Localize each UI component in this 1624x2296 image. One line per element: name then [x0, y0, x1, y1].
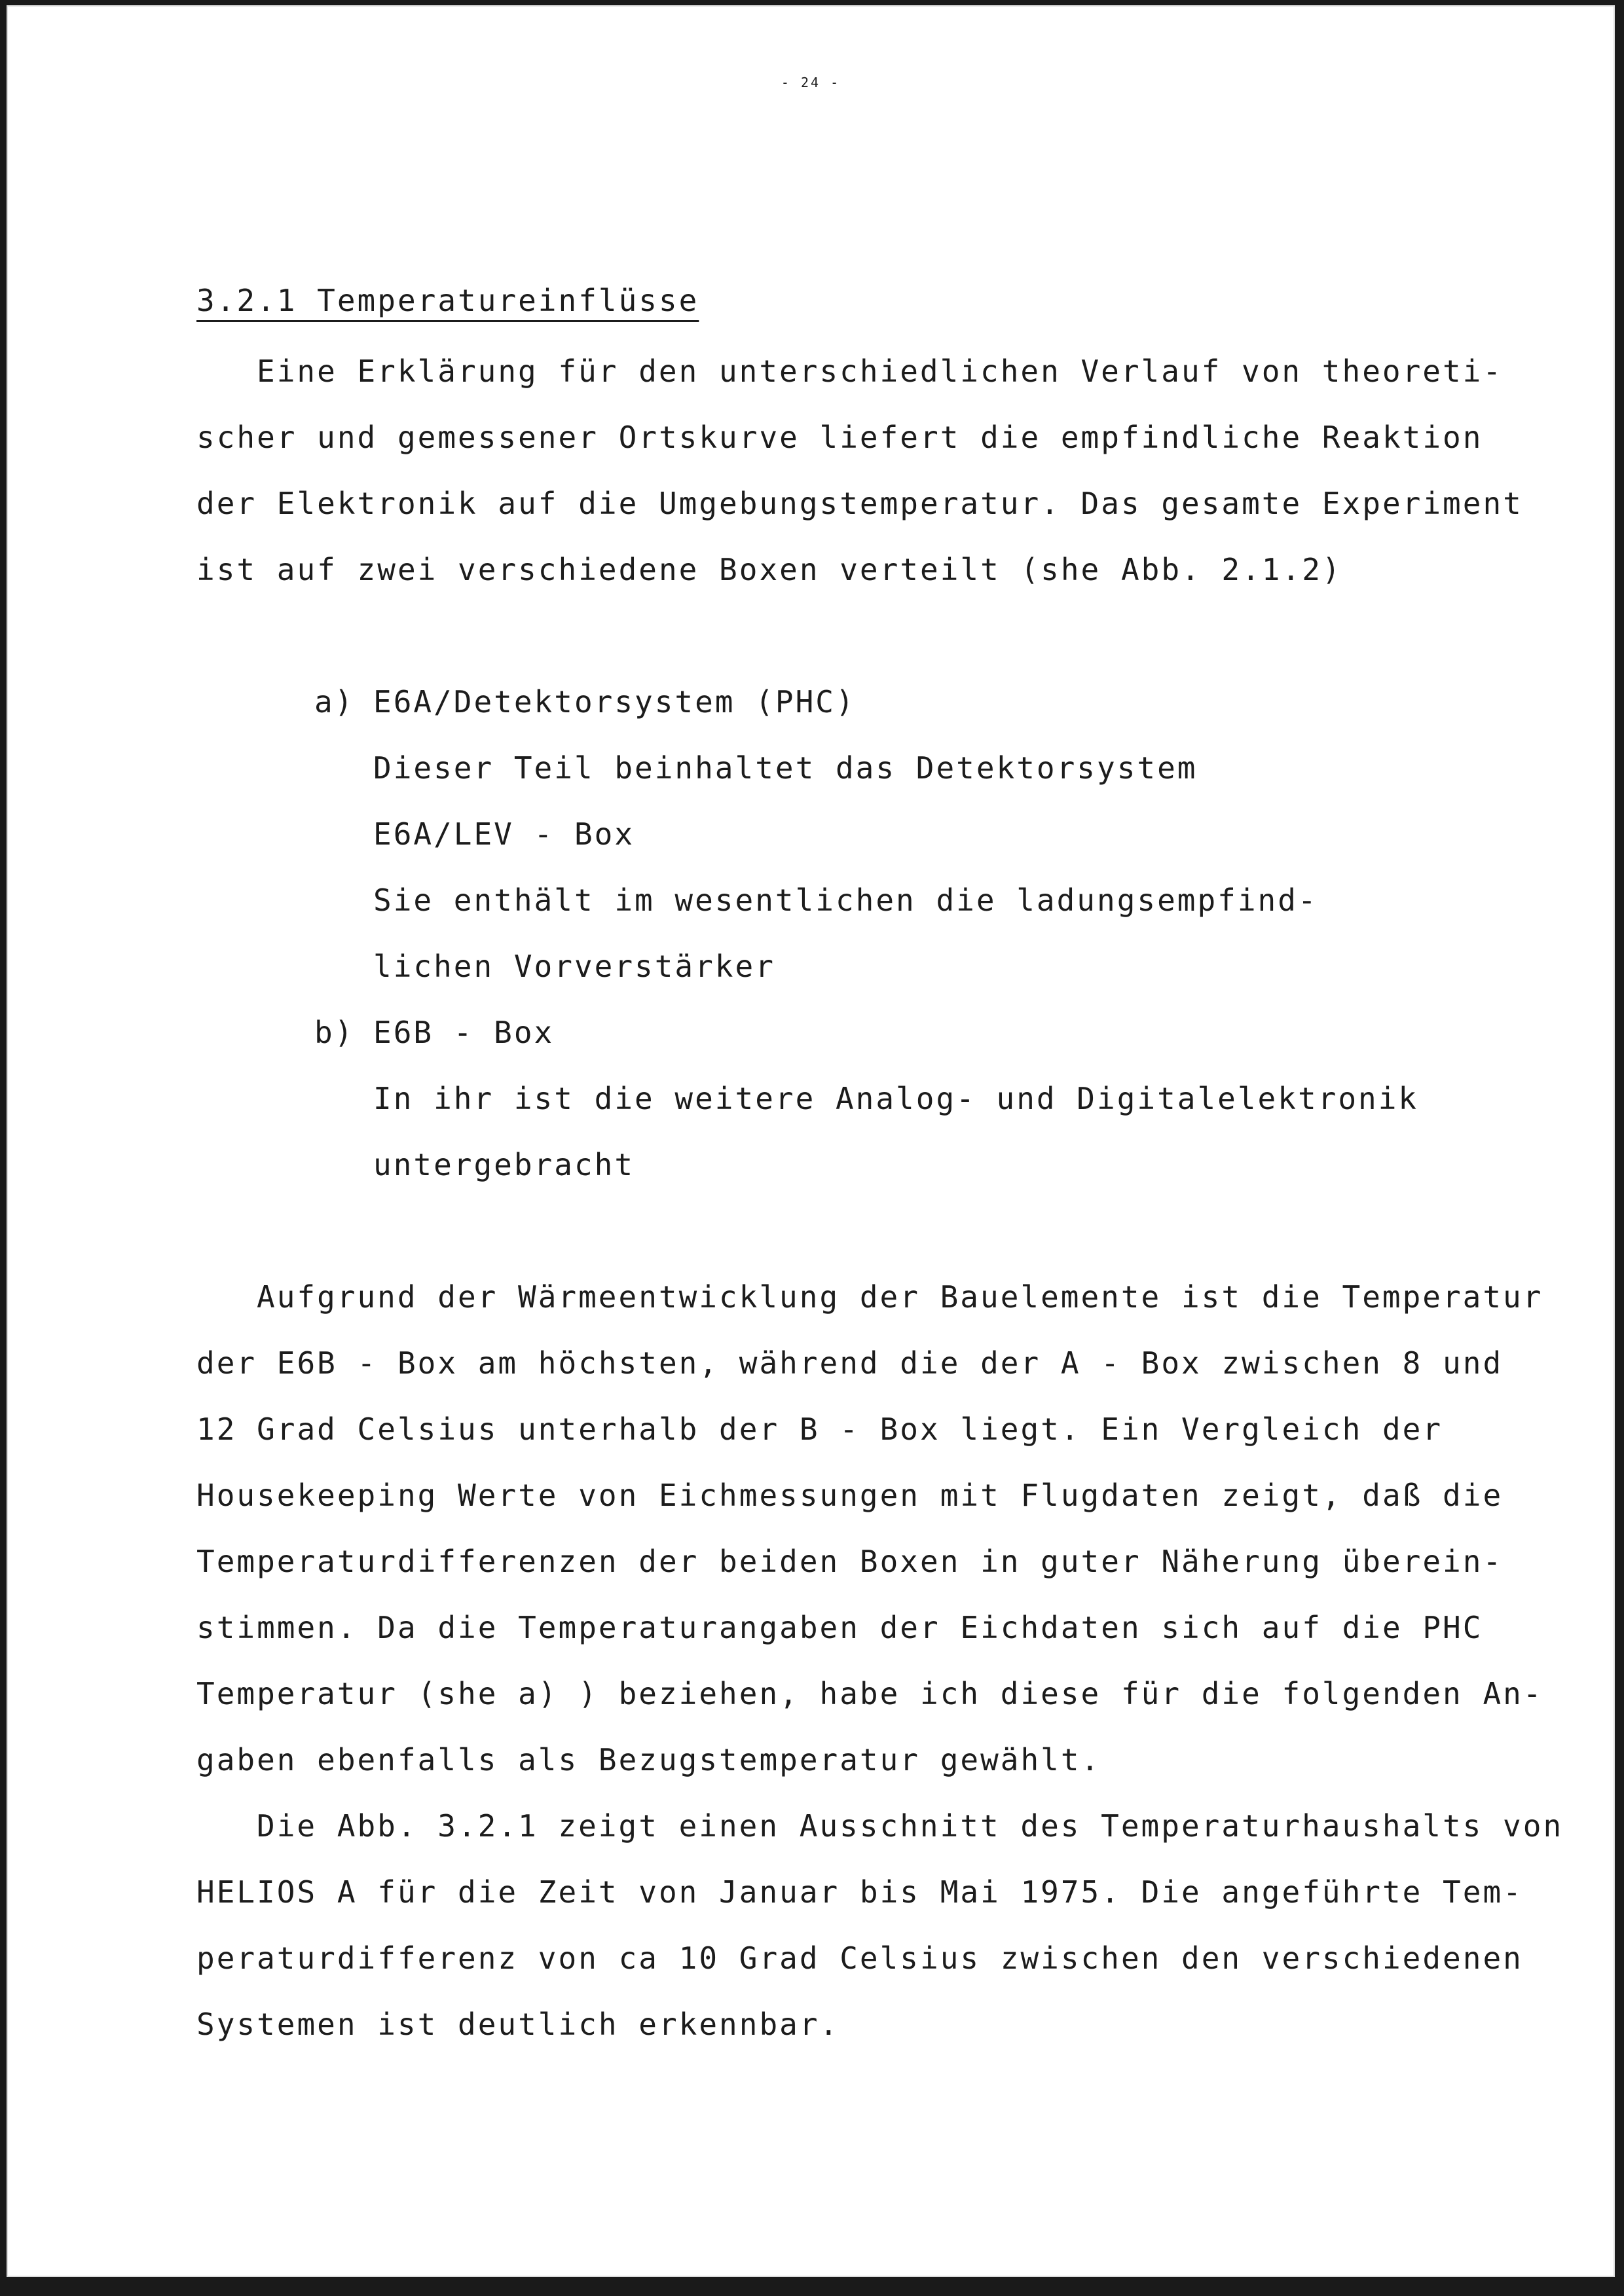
paragraph1-line-4: ist auf zwei verschiedene Boxen verteilt (she Abb. 2.1.2): [196, 552, 1342, 587]
list-item-a-line-1: Dieser Teil beinhaltet das Detektorsystem: [373, 750, 1198, 786]
document-page: [7, 5, 1615, 2277]
paragraph1-line-2: scher und gemessener Ortskurve liefert die empfindliche Reaktion: [196, 420, 1483, 455]
paragraph1-line-1: Eine Erklärung für den unterschiedlichen Verlauf von theoreti-: [257, 354, 1504, 389]
paragraph2-line-1: Aufgrund der Wärmeentwicklung der Bauelemente ist die Temperatur: [257, 1279, 1543, 1315]
list-item-a-line-4: lichen Vorverstärker: [373, 949, 775, 984]
paragraph3-line-2: HELIOS A für die Zeit von Januar bis Mai 1975. Die angeführte Tem-: [196, 1874, 1523, 1910]
list-item-a-title: E6A/Detektorsystem (PHC): [373, 684, 856, 720]
paragraph2-line-5: Temperaturdifferenzen der beiden Boxen in guter Näherung überein-: [196, 1544, 1504, 1579]
list-item-a-line-3: Sie enthält im wesentlichen die ladungsempfind-: [373, 883, 1318, 918]
list-item-b-line-2: untergebracht: [373, 1147, 635, 1182]
paragraph2-line-6: stimmen. Da die Temperaturangaben der Eichdaten sich auf die PHC: [196, 1610, 1483, 1645]
paragraph2-line-2: der E6B - Box am höchsten, während die der A - Box zwischen 8 und: [196, 1345, 1504, 1381]
paragraph2-line-4: Housekeeping Werte von Eichmessungen mit Flugdaten zeigt, daß die: [196, 1478, 1504, 1513]
section-heading: 3.2.1 Temperatureinflüsse: [196, 283, 699, 318]
list-item-b-line-1: In ihr ist die weitere Analog- und Digitalelektronik: [373, 1081, 1419, 1116]
list-item-b-title: E6B - Box: [373, 1015, 555, 1050]
page-number: - 24 -: [781, 75, 841, 90]
list-item-a-label: a): [314, 684, 355, 720]
paragraph3-line-4: Systemen ist deutlich erkennbar.: [196, 2007, 840, 2042]
scan-border: [0, 2277, 1624, 2296]
paragraph3-line-3: peraturdifferenz von ca 10 Grad Celsius zwischen den verschiedenen: [196, 1941, 1523, 1976]
paragraph1-line-3: der Elektronik auf die Umgebungstemperatur. Das gesamte Experiment: [196, 486, 1523, 521]
list-item-a-line-2: E6A/LEV - Box: [373, 816, 635, 852]
paragraph2-line-7: Temperatur (she a) ) beziehen, habe ich diese für die folgenden An-: [196, 1676, 1543, 1711]
paragraph3-line-1: Die Abb. 3.2.1 zeigt einen Ausschnitt des Temperaturhaushalts von: [257, 1808, 1564, 1844]
paragraph2-line-3: 12 Grad Celsius unterhalb der B - Box liegt. Ein Vergleich der: [196, 1412, 1443, 1447]
paragraph2-line-8: gaben ebenfalls als Bezugstemperatur gewählt.: [196, 1742, 1101, 1777]
list-item-b-label: b): [314, 1015, 355, 1050]
